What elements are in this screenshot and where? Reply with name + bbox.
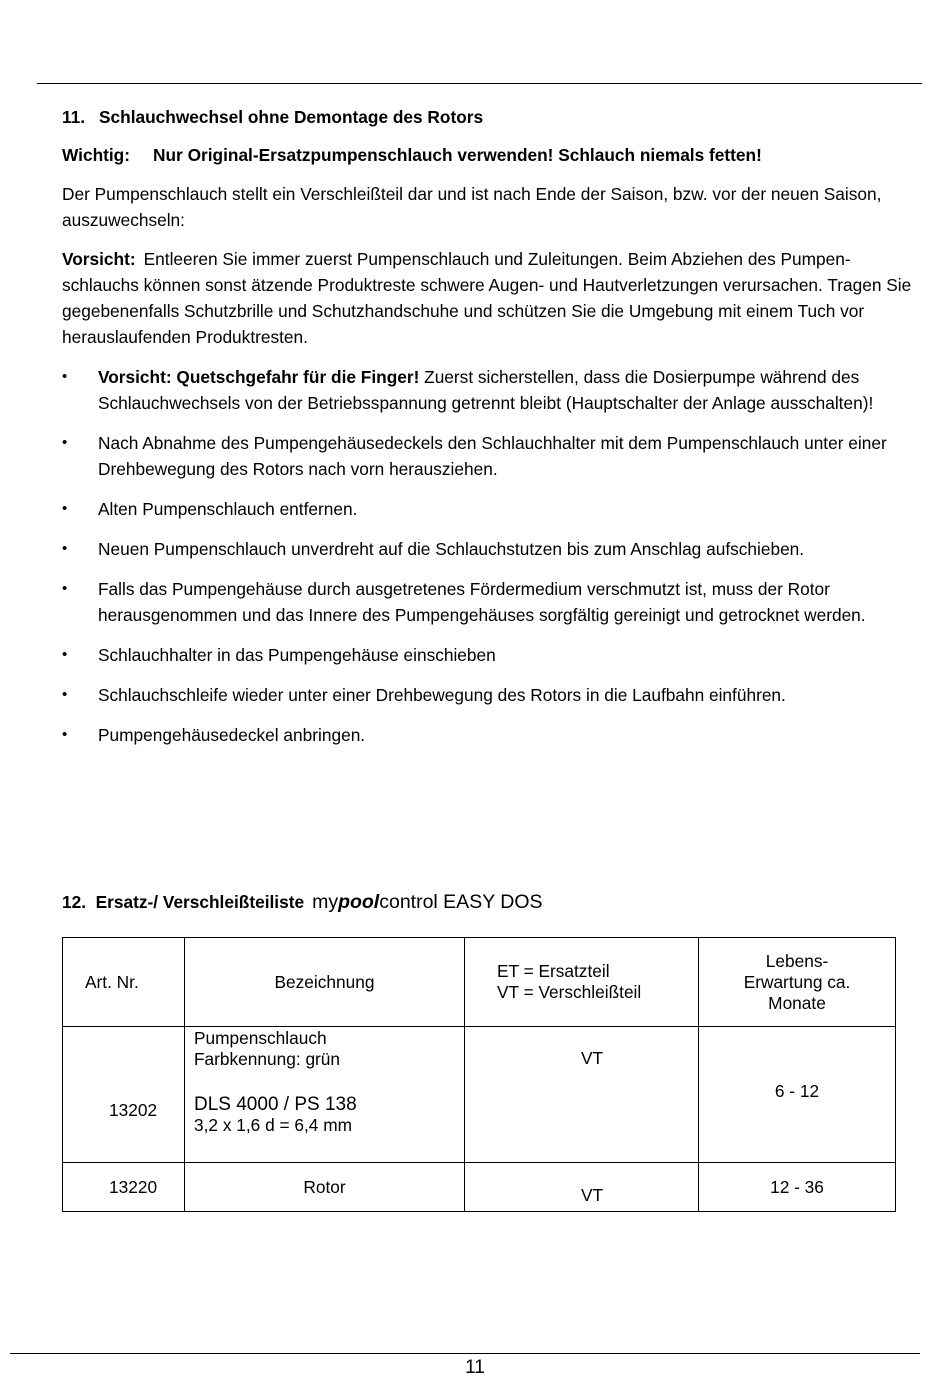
bullet-icon: • xyxy=(62,434,68,451)
months-value: 6 - 12 xyxy=(774,1081,820,1101)
list-item xyxy=(62,576,924,628)
section-12-title: Ersatz-/ Verschleißteiliste xyxy=(95,892,305,912)
brand-italic: pool xyxy=(338,891,380,913)
header-art-nr xyxy=(63,938,185,1027)
section-12-number: 12. xyxy=(62,892,87,912)
legend-vt: VT = Verschleißteil xyxy=(497,982,642,1002)
header-art-nr-text: Art. Nr. xyxy=(85,971,139,992)
section-11 xyxy=(62,104,924,762)
months-value: 12 - 36 xyxy=(770,1177,824,1197)
art-nr-value: 13202 xyxy=(109,1100,158,1120)
bullet-icon: • xyxy=(62,540,68,557)
bullet-icon: • xyxy=(62,686,68,703)
header-rule xyxy=(37,83,922,84)
section-11-number: 11. xyxy=(62,107,86,127)
section-12-heading xyxy=(62,889,543,915)
table-header-row xyxy=(63,938,896,1027)
section-11-title: Schlauchwechsel ohne Demontage des Rotors xyxy=(99,107,484,127)
cell-months xyxy=(699,1027,896,1163)
bez-line-2: Farbkennung: grün xyxy=(194,1049,341,1069)
list-item xyxy=(62,682,924,708)
legend-et: ET = Ersatzteil xyxy=(497,961,610,981)
cell-months xyxy=(699,1163,896,1212)
bullet-icon: • xyxy=(62,726,68,743)
list-item-text: Schlauchhalter in das Pumpengehäuse einschieben xyxy=(98,645,496,665)
list-item-text: Pumpengehäusedeckel anbringen. xyxy=(98,725,366,745)
list-item-text: Neuen Pumpenschlauch unverdreht auf die Schlauchstutzen bis zum Anschlag aufschieben. xyxy=(98,539,805,559)
lifetime-line-2: Erwartung ca. xyxy=(743,971,851,992)
header-lifetime xyxy=(699,938,896,1027)
cell-type xyxy=(465,1027,699,1163)
table-row xyxy=(63,1027,896,1163)
bullet-icon: • xyxy=(62,500,68,517)
brand-prefix: my xyxy=(312,891,339,913)
list-item xyxy=(62,642,924,668)
list-item xyxy=(62,496,924,522)
cell-bezeichnung xyxy=(185,1163,465,1212)
lifetime-line-1: Lebens- xyxy=(765,950,829,971)
list-item-text: Falls das Pumpengehäuse durch ausgetretenes Fördermedium verschmutzt ist, muss der Rotor herausgenommen und das Innere des Pumpengehäuses sorgfältig gereinigt und getrocknet werden. xyxy=(98,579,866,625)
cell-type xyxy=(465,1163,699,1212)
bez-line-4: 3,2 x 1,6 d = 6,4 mm xyxy=(194,1115,353,1135)
wichtig-label: Wichtig: xyxy=(62,145,130,165)
wichtig-notice xyxy=(62,142,924,168)
vorsicht-text: Entleeren Sie immer zuerst Pumpenschlauch und Zuleitungen. Beim Abziehen des Pumpen-schlauchs können sonst ätzende Produktreste schwere Augen- und Hautverletzungen verursachen. Tragen Sie gegebenenfalls Schutzbrille und Schutzhandschuhe und schützen Sie die Umgebung mit einem Tuch vor herauslaufenden Produktresten. xyxy=(62,249,912,347)
type-value: VT xyxy=(581,1048,604,1068)
bez-line-3: DLS 4000 / PS 138 xyxy=(194,1094,357,1115)
art-nr-value: 13220 xyxy=(109,1177,158,1197)
table-row xyxy=(63,1163,896,1212)
product-brand xyxy=(312,891,542,913)
cell-art-nr xyxy=(63,1027,185,1163)
list-item-text: Zuerst sicherstellen, dass die Dosierpumpe während des Schlauchwechsels von der Betriebsspannung getrennt bleibt (Hauptschalter der Anlage ausschalten)! xyxy=(98,367,874,413)
cell-art-nr xyxy=(63,1163,185,1212)
type-value: VT xyxy=(581,1185,604,1205)
procedure-list xyxy=(62,364,924,748)
page-number: 11 xyxy=(465,1357,485,1378)
parts-table xyxy=(62,937,896,1212)
lifetime-line-3: Monate xyxy=(768,992,826,1013)
list-item xyxy=(62,430,924,482)
bullet-icon: • xyxy=(62,368,68,385)
header-bezeichnung xyxy=(185,938,465,1027)
cell-bezeichnung xyxy=(185,1027,465,1163)
vorsicht-label: Vorsicht: xyxy=(62,249,136,269)
bez-value: Rotor xyxy=(303,1177,346,1197)
header-type-legend xyxy=(465,938,699,1027)
header-bezeichnung-text: Bezeichnung xyxy=(274,971,375,992)
list-item-text: Nach Abnahme des Pumpengehäusedeckels den Schlauchhalter mit dem Pumpenschlauch unter einer Drehbewegung des Rotors nach vorn herausziehen. xyxy=(98,433,887,479)
quetsch-warning: Vorsicht: Quetschgefahr für die Finger! xyxy=(98,367,420,387)
bullet-icon: • xyxy=(62,646,68,663)
list-item xyxy=(62,722,924,748)
wichtig-text: Nur Original-Ersatzpumpenschlauch verwenden! Schlauch niemals fetten! xyxy=(153,145,762,165)
bullet-icon: • xyxy=(62,580,68,597)
vorsicht-paragraph xyxy=(62,246,924,350)
intro-paragraph: Der Pumpenschlauch stellt ein Verschleißteil dar und ist nach Ende der Saison, bzw. vor der neuen Saison, auszuwechseln: xyxy=(62,184,882,230)
list-item xyxy=(62,536,924,562)
list-item-text: Alten Pumpenschlauch entfernen. xyxy=(98,499,358,519)
section-11-heading xyxy=(62,104,924,130)
bez-line-1: Pumpenschlauch xyxy=(194,1028,327,1048)
list-item xyxy=(62,364,924,416)
list-item-text: Schlauchschleife wieder unter einer Drehbewegung des Rotors in die Laufbahn einführen. xyxy=(98,685,786,705)
brand-suffix: control EASY DOS xyxy=(379,891,543,913)
